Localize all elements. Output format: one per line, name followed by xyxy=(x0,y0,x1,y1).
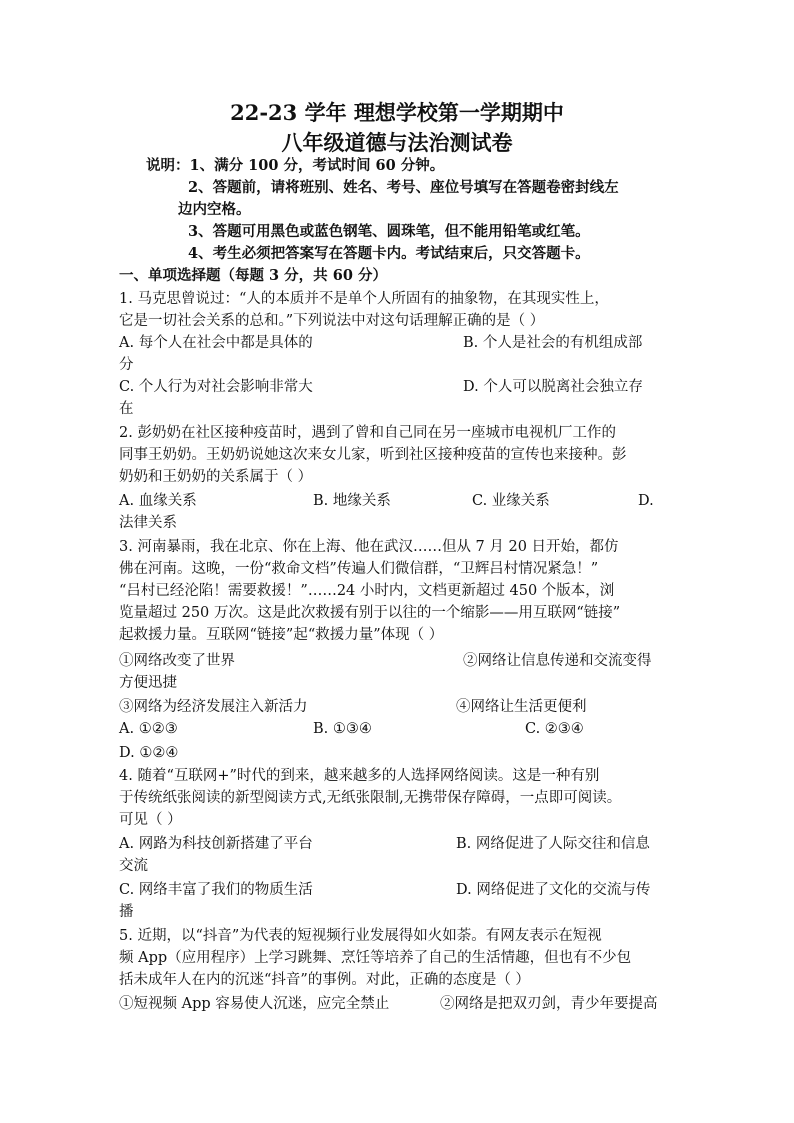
option-c: C. 业缘关系 xyxy=(472,493,550,509)
question-stem-line: 频 App（应用程序）上学习跳舞、烹饪等培养了自己的生活情趣，但也有不少包 xyxy=(119,950,632,966)
option-d: D. 网络促进了文化的交流与传 xyxy=(456,882,651,898)
section-heading: 一、单项选择题（每题 3 分，共 60 分） xyxy=(119,267,387,284)
statement-2: ②网络让信息传递和交流变得 xyxy=(463,653,652,669)
option-b: B. ①③④ xyxy=(313,721,372,737)
instruction-line: 边内空格。 xyxy=(178,201,251,218)
question-stem-line: 同事王奶奶。王奶奶说她这次来女儿家，听到社区接种疫苗的宣传也来接种。彭 xyxy=(119,447,627,463)
question-stem-line: 1. 马克思曾说过：“人的本质并不是单个人所固有的抽象物，在其现实性上， xyxy=(119,291,609,307)
question-stem-line: 括未成年人在内的沉迷“抖音”的事例。对此，正确的态度是（ ） xyxy=(119,972,530,988)
option-b: B. 个人是社会的有机组成部 xyxy=(463,335,643,351)
question-stem-line: 奶奶和王奶奶的关系属于（ ） xyxy=(119,469,313,485)
statement-1: ①短视频 App 容易使人沉迷，应完全禁止 xyxy=(119,996,390,1012)
question-stem-line: 3. 河南暴雨，我在北京、你在上海、他在武汉……但从 7 月 20 日开始，都仿 xyxy=(119,539,619,555)
exam-title-line2: 八年级道德与法治测试卷 xyxy=(281,130,513,155)
question-stem-line: 2. 彭奶奶在社区接种疫苗时，遇到了曾和自己同在另一座城市电视机厂工作的 xyxy=(119,425,616,441)
option-c: C. 网络丰富了我们的物质生活 xyxy=(119,882,313,898)
question-stem-line: 览量超过 250 万次。这是此次救援有别于以往的一个缩影——用互联网“链接” xyxy=(119,605,621,621)
option-d-wrap: 法律关系 xyxy=(119,515,177,531)
option-a: A. 每个人在社会中都是具体的 xyxy=(119,335,313,351)
question-stem-line: “吕村已经沦陷！需要救援！”……24 小时内，文档更新超过 450 个版本，浏 xyxy=(119,583,615,599)
option-a: A. ①②③ xyxy=(119,721,178,737)
option-d: D. xyxy=(638,493,654,509)
option-b: B. 地缘关系 xyxy=(313,493,391,509)
option-b-wrap: 交流 xyxy=(119,858,148,874)
option-c: C. ②③④ xyxy=(525,721,584,737)
option-d-wrap: 在 xyxy=(119,401,134,417)
statement-2-wrap: 方便迅捷 xyxy=(119,675,177,691)
instruction-line: 2、答题前，请将班别、姓名、考号、座位号填写在答题卷密封线左 xyxy=(188,179,619,196)
question-stem-line: 起救援力量。互联网“链接”起“救援力量”体现（ ） xyxy=(119,627,444,643)
option-d: D. ①②④ xyxy=(119,745,179,761)
statement-1: ①网络改变了世界 xyxy=(119,653,235,669)
question-stem-line: 5. 近期，以“抖音”为代表的短视频行业发展得如火如荼。有网友表示在短视 xyxy=(119,928,602,944)
option-d: D. 个人可以脱离社会独立存 xyxy=(463,379,643,395)
option-a: A. 网路为科技创新搭建了平台 xyxy=(119,836,313,852)
question-stem-line: 佛在河南。这晚，一份“救命文档”传遍人们微信群，“卫辉吕村情况紧急！” xyxy=(119,561,599,577)
question-stem-line: 可见（ ） xyxy=(119,812,182,828)
question-stem-line: 于传统纸张阅读的新型阅读方式,无纸张限制,无携带保存障碍，一点即可阅读。 xyxy=(119,790,622,806)
option-d-wrap: 播 xyxy=(119,904,134,920)
question-stem-line: 它是一切社会关系的总和。”下列说法中对这句话理解正确的是（ ） xyxy=(119,313,545,329)
statement-2: ②网络是把双刃剑，青少年要提高 xyxy=(440,996,658,1012)
exam-title-line1: 22-23 学年 理想学校第一学期期中 xyxy=(230,100,564,125)
instruction-line: 3、答题可用黑色或蓝色钢笔、圆珠笔，但不能用铅笔或红笔。 xyxy=(188,223,590,240)
statement-3: ③网络为经济发展注入新活力 xyxy=(119,699,308,715)
statement-4: ④网络让生活更便利 xyxy=(456,699,587,715)
instruction-line: 说明：1、满分 100 分，考试时间 60 分钟。 xyxy=(146,157,445,174)
option-c: C. 个人行为对社会影响非常大 xyxy=(119,379,313,395)
option-b-wrap: 分 xyxy=(119,357,134,373)
option-b: B. 网络促进了人际交往和信息 xyxy=(456,836,650,852)
question-stem-line: 4. 随着“互联网+”时代的到来，越来越多的人选择网络阅读。这是一种有别 xyxy=(119,768,600,784)
option-a: A. 血缘关系 xyxy=(119,493,197,509)
instruction-line: 4、考生必须把答案写在答题卡内。考试结束后，只交答题卡。 xyxy=(188,245,590,262)
